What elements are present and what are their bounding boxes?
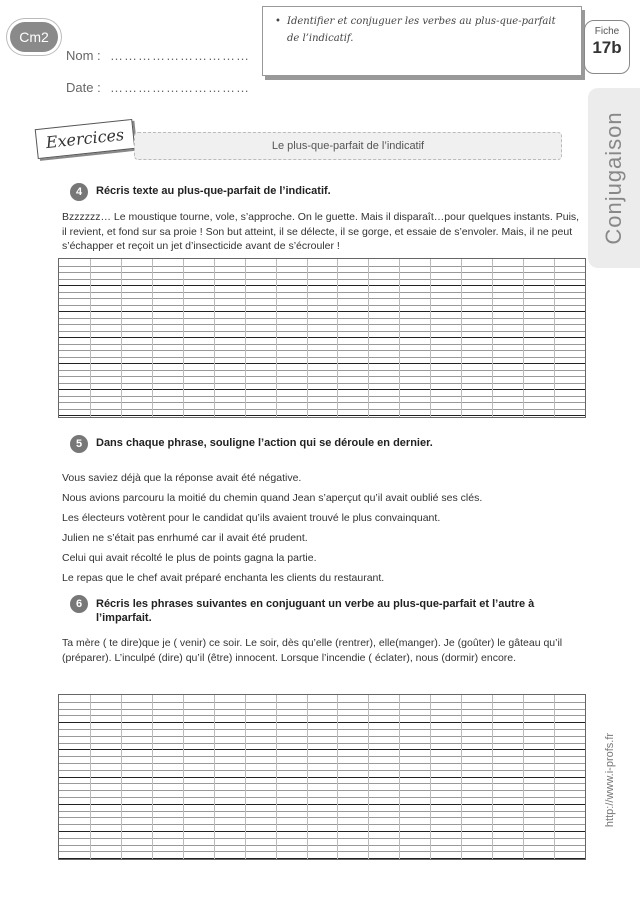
grid-row-line xyxy=(59,709,585,710)
grid-row-line xyxy=(59,797,585,798)
grid-column-line xyxy=(307,259,308,417)
grid-column-line xyxy=(523,695,524,859)
grid-row-line xyxy=(59,305,585,306)
section-title: Le plus-que-parfait de l’indicatif xyxy=(134,132,562,160)
grid-column-line xyxy=(368,259,369,417)
fiche-label: Fiche xyxy=(594,26,620,37)
grid-row-line xyxy=(59,763,585,764)
grid-row-line xyxy=(59,756,585,757)
grid-column-line xyxy=(368,695,369,859)
grid-row-line xyxy=(59,383,585,384)
grid-column-line xyxy=(121,259,122,417)
grid-row-line xyxy=(59,363,585,364)
grid-row-line xyxy=(59,409,585,410)
grid-column-line xyxy=(245,259,246,417)
objective-box xyxy=(262,6,582,76)
bullet-icon: • xyxy=(275,16,281,27)
grid-row-line xyxy=(59,266,585,267)
grid-column-line xyxy=(523,259,524,417)
sentence-3: Les électeurs votèrent pour le candidat qu’ils avaient trouvé le plus convainquant. xyxy=(62,512,441,524)
date-label: Date : xyxy=(66,80,101,95)
grid-column-line xyxy=(554,695,555,859)
grid-row-line xyxy=(59,370,585,371)
grid-row-line xyxy=(59,858,585,859)
fiche-number: 17b xyxy=(592,38,622,57)
sentence-6: Le repas que le chef avait préparé enchanta les clients du restaurant. xyxy=(62,572,385,584)
grid-row-line xyxy=(59,838,585,839)
grid-column-line xyxy=(399,695,400,859)
grid-row-line xyxy=(59,811,585,812)
grid-row-line xyxy=(59,831,585,832)
grid-column-line xyxy=(399,259,400,417)
sentence-1: Vous saviez déjà que la réponse avait été négative. xyxy=(62,472,302,484)
grid-row-line xyxy=(59,777,585,778)
site-url xyxy=(604,700,618,860)
grid-column-line xyxy=(183,259,184,417)
exercise-6-instruction: Récris les phrases suivantes en conjuguant un verbe au plus-que-parfait et l’autre à l’imparfait. xyxy=(96,598,535,624)
writing-grid-2[interactable] xyxy=(58,694,586,860)
grid-column-line xyxy=(492,259,493,417)
grid-row-line xyxy=(59,715,585,716)
grid-row-line xyxy=(59,729,585,730)
grid-row-line xyxy=(59,272,585,273)
grid-row-line xyxy=(59,324,585,325)
fiche-tab xyxy=(584,20,630,74)
grid-row-line xyxy=(59,357,585,358)
grid-row-line xyxy=(59,389,585,390)
name-dots: ………………………… xyxy=(110,48,250,63)
exercise-6-number: 6 xyxy=(70,595,88,613)
date-dots: ………………………… xyxy=(110,80,250,95)
grid-column-line xyxy=(461,259,462,417)
grid-row-line xyxy=(59,402,585,403)
objective-label: Identifier et conjuguer les verbes au plus-que-parfait de l’indicatif. xyxy=(287,16,556,44)
grid-row-line xyxy=(59,350,585,351)
grid-row-line xyxy=(59,845,585,846)
grid-row-line xyxy=(59,344,585,345)
grid-row-line xyxy=(59,376,585,377)
exercise-5-number: 5 xyxy=(70,435,88,453)
grid-row-line xyxy=(59,770,585,771)
exercise-6-text: Ta mère ( te dire)que je ( venir) ce soir. Le soir, dès qu’elle (rentrer), elle(manger). Je (goûter) le gâteau qu’il (préparer). L’inculpé (dire) qu’il (être) innocent. Lorsque l’incendie ( éclater), nous (dormir) encore. xyxy=(62,637,563,664)
grid-column-line xyxy=(214,695,215,859)
grid-column-line xyxy=(337,259,338,417)
site-url-text: http://www.i-profs.fr xyxy=(604,732,616,828)
grid-column-line xyxy=(183,695,184,859)
grid-column-line xyxy=(276,695,277,859)
exercise-4-instruction: Récris texte au plus-que-parfait de l’indicatif. xyxy=(96,185,331,197)
grid-column-line xyxy=(276,259,277,417)
grid-row-line xyxy=(59,824,585,825)
exercise-4-text: Bzzzzzz… Le moustique tourne, vole, s’approche. On le guette. Mais il disparaît…pour quelques instants. Puis, il revient, et fond sur sa proie ! Son but atteint, il se délecte, il se gorge, et essaie de s’envoler. Mais, il ne peut s’échapper et reçoit un jet d’insecticide avant de s’écrouler ! xyxy=(62,211,580,252)
grid-row-line xyxy=(59,331,585,332)
writing-grid-1[interactable] xyxy=(58,258,586,418)
sentence-5: Celui qui avait récolté le plus de points gagna la partie. xyxy=(62,552,317,564)
objective-text xyxy=(275,13,571,47)
grid-column-line xyxy=(554,259,555,417)
exercices-badge: Exercices xyxy=(35,119,136,159)
grid-row-line xyxy=(59,817,585,818)
subject-title: Conjugaison xyxy=(601,111,626,245)
grid-row-line xyxy=(59,298,585,299)
grid-column-line xyxy=(245,695,246,859)
name-label: Nom : xyxy=(66,48,101,63)
grid-column-line xyxy=(152,259,153,417)
grid-row-line xyxy=(59,722,585,723)
grid-row-line xyxy=(59,736,585,737)
grid-row-line xyxy=(59,804,585,805)
grid-row-line xyxy=(59,396,585,397)
grid-row-line xyxy=(59,318,585,319)
grid-row-line xyxy=(59,279,585,280)
grid-column-line xyxy=(90,259,91,417)
grid-row-line xyxy=(59,285,585,286)
grid-column-line xyxy=(90,695,91,859)
exercise-4-number: 4 xyxy=(70,183,88,201)
grid-row-line xyxy=(59,743,585,744)
grid-row-line xyxy=(59,851,585,852)
grid-row-line xyxy=(59,311,585,312)
grid-row-line xyxy=(59,292,585,293)
grid-column-line xyxy=(430,695,431,859)
grid-column-line xyxy=(461,695,462,859)
grid-column-line xyxy=(337,695,338,859)
grid-column-line xyxy=(492,695,493,859)
grid-column-line xyxy=(307,695,308,859)
level-badge: Cm2 xyxy=(10,22,58,52)
subject-side-tab xyxy=(588,88,640,268)
grid-column-line xyxy=(152,695,153,859)
grid-row-line xyxy=(59,749,585,750)
grid-row-line xyxy=(59,337,585,338)
sentence-2: Nous avions parcouru la moitié du chemin quand Jean s’aperçut qu’il avait oublié ses clés. xyxy=(62,492,483,504)
exercise-5-instruction: Dans chaque phrase, souligne l’action qui se déroule en dernier. xyxy=(96,437,433,449)
grid-column-line xyxy=(214,259,215,417)
grid-row-line xyxy=(59,702,585,703)
grid-row-line xyxy=(59,415,585,416)
grid-column-line xyxy=(121,695,122,859)
sentence-4: Julien ne s’était pas enrhumé car il avait été prudent. xyxy=(62,532,308,544)
grid-row-line xyxy=(59,790,585,791)
grid-column-line xyxy=(430,259,431,417)
grid-row-line xyxy=(59,783,585,784)
